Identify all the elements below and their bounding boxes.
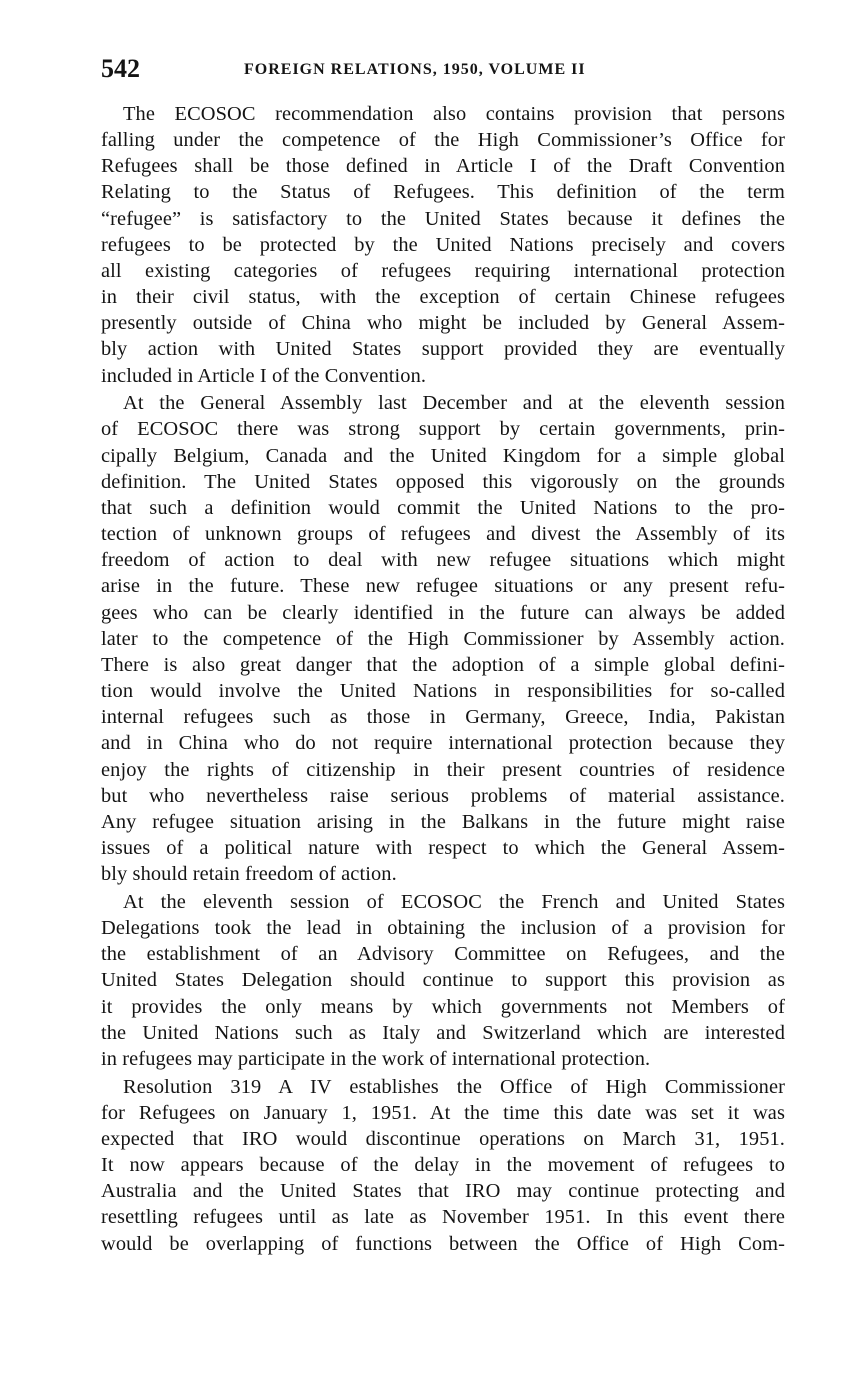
text-line: all existing categories of refugees requiring international protection (101, 259, 785, 282)
text-line: gees who can be clearly identified in the future can always be added (101, 601, 785, 624)
text-line: Australia and the United States that IRO may continue protecting and (101, 1180, 785, 1203)
text-line: At the eleventh session of ECOSOC the French and United States (123, 890, 785, 913)
page-number: 542 (101, 54, 140, 83)
text-line: but who nevertheless raise serious problems of material assistance. (101, 784, 785, 807)
text-line: definition. The United States opposed this vigorously on the grounds (101, 470, 785, 493)
text-line: bly should retain freedom of action. (101, 863, 397, 886)
text-line: of ECOSOC there was strong support by certain governments, prin- (101, 418, 785, 441)
text-line: presently outside of China who might be included by General Assem- (101, 312, 785, 335)
text-line: tection of unknown groups of refugees and divest the Assembly of its (101, 523, 785, 546)
text-line: United States Delegation should continue to support this provision as (101, 969, 785, 992)
text-line: included in Article I of the Convention. (101, 364, 427, 387)
paragraph-ecosoc-recommendation (101, 101, 785, 389)
text-line: Resolution 319 A IV establishes the Office of High Commissioner (123, 1075, 785, 1098)
text-line: “refugee” is satisfactory to the United States because it defines the (101, 207, 785, 230)
text-line: it provides the only means by which governments not Members of (101, 995, 785, 1018)
text-line: the establishment of an Advisory Committee on Refugees, and the (101, 943, 785, 966)
text-line: for Refugees on January 1, 1951. At the time this date was set it was (101, 1101, 785, 1124)
text-line: It now appears because of the delay in the movement of refugees to (101, 1154, 785, 1177)
text-line: would be overlapping of functions between the Office of High Com- (101, 1232, 785, 1255)
text-line: There is also great danger that the adoption of a simple global defini- (101, 653, 785, 676)
text-line: freedom of action to deal with new refugee situations which might (101, 549, 785, 572)
running-head (101, 52, 785, 86)
text-line: issues of a political nature with respect to which the General Assem- (101, 836, 785, 859)
text-line: arise in the future. These new refugee situations or any present refu- (101, 575, 785, 598)
text-line: tion would involve the United Nations in responsibilities for so-called (101, 680, 785, 703)
text-line: At the General Assembly last December and at the eleventh session (123, 392, 785, 415)
text-line: that such a definition would commit the United Nations to the pro- (101, 496, 785, 519)
paragraph-resolution-319 (101, 1074, 785, 1257)
text-line: bly action with United States support provided they are eventually (101, 338, 785, 361)
text-line: Relating to the Status of Refugees. This definition of the term (101, 181, 785, 204)
body-text (101, 101, 785, 1258)
text-line: the United Nations such as Italy and Switzerland which are interested (101, 1021, 785, 1044)
text-line: later to the competence of the High Commissioner by Assembly action. (101, 627, 785, 650)
text-line: refugees to be protected by the United Nations precisely and covers (101, 233, 785, 256)
paragraph-advisory-committee (101, 889, 785, 1072)
text-line: falling under the competence of the High Commissioner’s Office for (101, 129, 785, 152)
paragraph-global-definition (101, 390, 785, 887)
text-line: Any refugee situation arising in the Balkans in the future might raise (101, 810, 785, 833)
text-line: cipally Belgium, Canada and the United Kingdom for a simple global (101, 444, 785, 467)
text-line: and in China who do not require international protection because they (101, 732, 785, 755)
text-line: internal refugees such as those in Germany, Greece, India, Pakistan (101, 706, 785, 729)
running-title: FOREIGN RELATIONS, 1950, VOLUME II (244, 61, 586, 78)
text-line: expected that IRO would discontinue operations on March 31, 1951. (101, 1127, 785, 1150)
text-line: The ECOSOC recommendation also contains provision that persons (123, 103, 785, 125)
text-line: in refugees may participate in the work of international protection. (101, 1047, 651, 1070)
text-line: in their civil status, with the exception of certain Chinese refugees (101, 286, 785, 309)
text-line: resettling refugees until as late as November 1951. In this event there (101, 1206, 785, 1229)
text-line: Delegations took the lead in obtaining the inclusion of a provision for (101, 917, 785, 940)
text-line: Refugees shall be those defined in Article I of the Draft Convention (101, 155, 785, 178)
text-line: enjoy the rights of citizenship in their present countries of residence (101, 758, 785, 781)
